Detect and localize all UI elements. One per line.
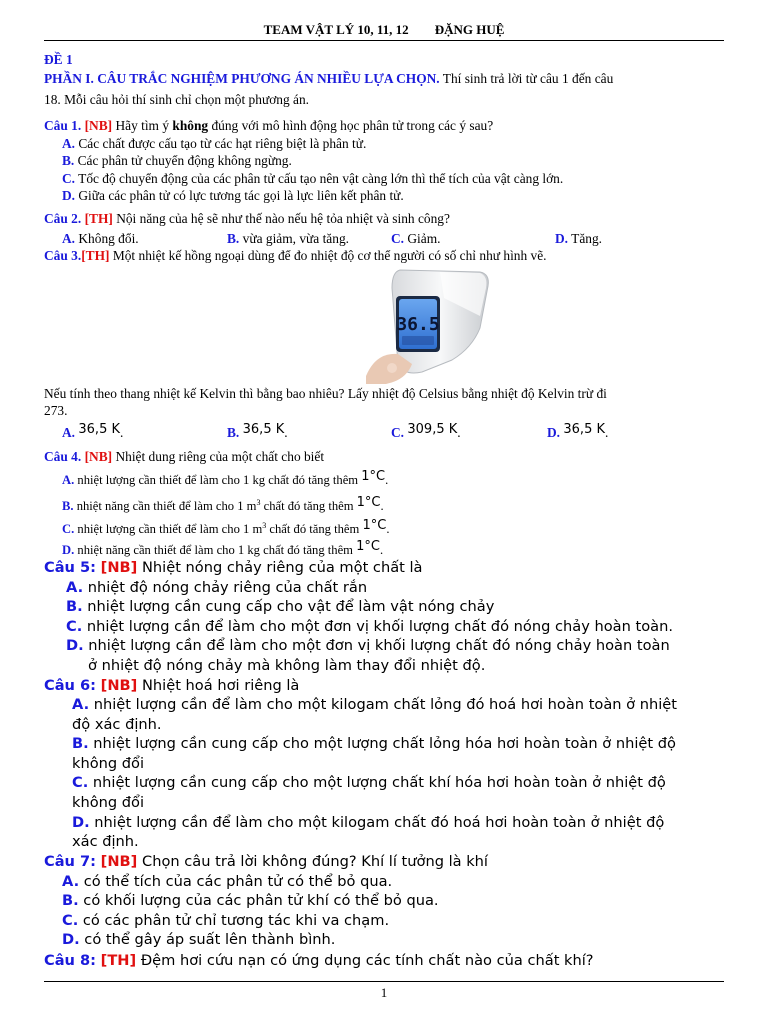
q1-option-b[interactable] xyxy=(62,152,292,169)
q4-option-b-key: B. xyxy=(62,499,74,514)
q3-option-d-key: D. xyxy=(547,425,561,440)
q7-option-c[interactable] xyxy=(62,911,389,931)
q4-option-c[interactable] xyxy=(62,516,389,540)
q4-option-c-sup: 3 xyxy=(262,521,267,530)
q1-option-a-text: Các chất được cấu tạo từ các hạt riêng biệt là phân tử. xyxy=(75,136,367,151)
q2-option-c[interactable] xyxy=(391,230,440,247)
q4-option-c-math: 1°C xyxy=(362,518,387,534)
q4-option-b-text-b: chất đó tăng thêm xyxy=(260,499,357,514)
q8-tag: [TH] xyxy=(100,952,137,969)
q1-text-bold: không xyxy=(172,118,209,133)
q2-option-d-key: D. xyxy=(555,231,569,246)
header-rule xyxy=(44,40,724,41)
q1-text-b: đúng với mô hình động học phân tử trong các ý sau? xyxy=(208,118,494,133)
part-instruction-b: 18. Mỗi câu hỏi thí sinh chỉ chọn một phương án. xyxy=(44,92,310,107)
q4-option-b-math: 1°C xyxy=(356,495,381,511)
q3-option-d[interactable] xyxy=(547,424,608,442)
q5-option-c[interactable] xyxy=(66,617,673,637)
q5-option-d-cont: ở nhiệt độ nóng chảy mà không làm thay đổi nhiệt độ. xyxy=(88,657,486,674)
q5-label: Câu 5: xyxy=(44,559,97,576)
q4-option-c-text-b: chất đó tăng thêm xyxy=(266,522,363,537)
page-number: 1 xyxy=(380,985,388,1000)
part-heading xyxy=(44,70,724,87)
q7-tag: [NB] xyxy=(100,853,138,870)
q2-option-a-text: Không đổi. xyxy=(75,231,139,246)
part-instruction-a: Thí sinh trả lời từ câu 1 đến câu xyxy=(439,71,614,86)
question-5 xyxy=(44,558,423,578)
q3-after-b: 273. xyxy=(44,403,68,418)
q5-option-c-key: C. xyxy=(66,618,83,635)
q2-option-d-text: Tăng. xyxy=(568,231,602,246)
q3-tag: [TH] xyxy=(81,248,110,263)
q3-option-a-value: 36,5 K xyxy=(78,422,120,437)
q6-option-d[interactable] xyxy=(72,813,664,833)
q6-option-c-text-a: nhiệt lượng cần cung cấp cho một lượng chất khí hóa hơi hoàn toàn ở nhiệt độ xyxy=(88,774,666,791)
q2-label: Câu 2. xyxy=(44,211,82,226)
q5-tag: [NB] xyxy=(100,559,138,576)
q3-option-c-key: C. xyxy=(391,425,405,440)
q3-option-c-value: 309,5 K xyxy=(407,422,458,437)
q2-option-a-key: A. xyxy=(62,231,76,246)
q4-option-b-text-a: nhiệt năng cần thiết để làm cho 1 m xyxy=(73,499,257,514)
q4-option-b-end: . xyxy=(380,499,384,514)
q7-option-b[interactable] xyxy=(62,891,439,911)
q3-option-b-value: 36,5 K xyxy=(242,422,285,437)
q8-label: Câu 8: xyxy=(44,952,97,969)
header-team: TEAM VẬT LÝ 10, 11, 12 xyxy=(263,22,409,37)
q4-text: Nhiệt dung riêng của một chất cho biết xyxy=(112,449,325,464)
q5-option-a[interactable] xyxy=(66,578,367,598)
q6-option-b-cont: không đổi xyxy=(72,755,145,772)
q5-option-d-text-a: nhiệt lượng cần để làm cho một đơn vị khối lượng chất đó nóng chảy hoàn toàn xyxy=(83,637,670,654)
q6-option-a-cont: độ xác định. xyxy=(72,716,162,733)
q4-option-a-math: 1°C xyxy=(361,469,386,484)
q6-option-b[interactable] xyxy=(72,734,676,754)
q7-text: Chọn câu trả lời không đúng? Khí lí tưởng là khí xyxy=(137,853,488,870)
q1-option-b-text: Các phân tử chuyển động không ngừng. xyxy=(74,153,292,168)
q5-option-b-key: B. xyxy=(66,598,83,615)
q3-option-d-value: 36,5 K xyxy=(563,422,605,437)
q6-option-b-key: B. xyxy=(72,735,89,752)
q3-label: Câu 3. xyxy=(44,248,82,263)
q7-option-c-text: có các phân tử chỉ tương tác khi va chạm. xyxy=(78,912,390,929)
q5-option-b[interactable] xyxy=(66,597,494,617)
footer-rule xyxy=(44,981,724,982)
q5-option-b-text: nhiệt lượng cần cung cấp cho vật để làm vật nóng chảy xyxy=(82,598,495,615)
q3-option-a-key: A. xyxy=(62,425,76,440)
q3-option-b[interactable] xyxy=(227,424,288,442)
q5-option-c-text: nhiệt lượng cần để làm cho một đơn vị khối lượng chất đó nóng chảy hoàn toàn. xyxy=(82,618,673,635)
q5-option-d-key: D. xyxy=(66,637,84,654)
infrared-thermometer-image xyxy=(352,268,492,386)
q4-option-c-text-a: nhiệt lượng cần thiết để làm cho 1 m xyxy=(74,522,263,537)
q6-option-c-key: C. xyxy=(72,774,89,791)
question-4 xyxy=(44,448,324,465)
q2-text: Nội năng của hệ sẽ như thế nào nếu hệ tỏa nhiệt và sinh công? xyxy=(112,211,450,226)
q3-option-a[interactable] xyxy=(62,424,123,442)
q7-label: Câu 7: xyxy=(44,853,97,870)
q6-option-c[interactable] xyxy=(72,773,666,793)
question-2 xyxy=(44,210,450,227)
q7-option-d[interactable] xyxy=(62,930,335,950)
q6-label: Câu 6: xyxy=(44,677,97,694)
q6-option-b-text-a: nhiệt lượng cần cung cấp cho một lượng chất lỏng hóa hơi hoàn toàn ở nhiệt độ xyxy=(88,735,676,752)
q7-option-b-key: B. xyxy=(62,892,79,909)
q1-text-a: Hãy tìm ý xyxy=(112,118,173,133)
q6-option-a-key: A. xyxy=(72,696,90,713)
q7-option-a-key: A. xyxy=(62,873,80,890)
q6-option-a-text-a: nhiệt lượng cần để làm cho một kilogam chất lỏng đó hoá hơi hoàn toàn ở nhiệt xyxy=(89,696,677,713)
header-author: ĐẶNG HUỆ xyxy=(434,22,505,37)
q2-option-c-text: Giảm. xyxy=(404,231,441,246)
part-title: PHẦN I. CÂU TRẮC NGHIỆM PHƯƠNG ÁN NHIỀU LỰA CHỌN. xyxy=(44,71,440,86)
q7-option-b-text: có khối lượng của các phân tử khí có thể bỏ qua. xyxy=(78,892,439,909)
q3-after-a: Nếu tính theo thang nhiệt kế Kelvin thì bằng bao nhiêu? Lấy nhiệt độ Celsius bằng nhiệt độ Kelvin trừ đi xyxy=(44,386,607,401)
q1-option-c[interactable] xyxy=(62,170,563,187)
exam-title: ĐỀ 1 xyxy=(44,52,73,67)
q1-tag: [NB] xyxy=(84,118,113,133)
q7-option-c-key: C. xyxy=(62,912,79,929)
q4-tag: [NB] xyxy=(84,449,113,464)
q2-option-b-key: B. xyxy=(227,231,240,246)
q1-option-d-key: D. xyxy=(62,188,76,203)
q6-option-a[interactable] xyxy=(72,695,677,715)
q6-tag: [NB] xyxy=(100,677,138,694)
q6-option-d-key: D. xyxy=(72,814,90,831)
q4-option-c-end: . xyxy=(386,522,390,537)
question-1 xyxy=(44,117,493,134)
q2-option-d[interactable] xyxy=(555,230,602,247)
q4-option-d-key: D. xyxy=(62,543,75,557)
q4-option-d-math: 1°C xyxy=(356,539,380,554)
q2-tag: [TH] xyxy=(84,211,113,226)
q1-option-a-key: A. xyxy=(62,136,76,151)
q3-option-b-end: . xyxy=(284,425,288,440)
q5-option-a-text: nhiệt độ nóng chảy riêng của chất rắn xyxy=(83,579,368,596)
q7-option-a[interactable] xyxy=(62,872,392,892)
q4-option-b[interactable] xyxy=(62,493,384,517)
question-6 xyxy=(44,676,299,696)
question-3 xyxy=(44,247,547,264)
q8-text: Đệm hơi cứu nạn có ứng dụng các tính chất nào của chất khí? xyxy=(136,952,594,969)
q6-option-c-cont: không đổi xyxy=(72,794,145,811)
q4-option-a-key: A. xyxy=(62,473,75,487)
q5-text: Nhiệt nóng chảy riêng của một chất là xyxy=(137,559,423,576)
q1-option-a[interactable] xyxy=(62,135,366,152)
q3-option-a-end: . xyxy=(120,425,124,440)
question-8 xyxy=(44,951,594,971)
q3-option-b-key: B. xyxy=(227,425,240,440)
q4-option-a[interactable] xyxy=(62,470,388,491)
q7-option-a-text: có thể tích của các phân tử có thể bỏ qua. xyxy=(79,873,393,890)
q1-option-d-text: Giữa các phân tử có lực tương tác gọi là lực liên kết phân tử. xyxy=(75,188,404,203)
q3-option-c[interactable] xyxy=(391,424,461,442)
q4-label: Câu 4. xyxy=(44,449,82,464)
q2-option-b[interactable] xyxy=(227,230,349,247)
thermometer-reading: 36.5 xyxy=(396,314,440,335)
q1-option-c-text: Tốc độ chuyển động của các phân tử cấu tạo nên vật càng lớn thì thể tích của vật càng lớn. xyxy=(75,171,564,186)
q7-option-d-text: có thể gây áp suất lên thành bình. xyxy=(79,931,336,948)
q4-option-d-end: . xyxy=(380,543,384,557)
q4-option-b-sup: 3 xyxy=(256,498,261,507)
q1-option-b-key: B. xyxy=(62,153,75,168)
q6-text: Nhiệt hoá hơi riêng là xyxy=(137,677,300,694)
q3-option-c-end: . xyxy=(457,425,461,440)
q1-option-c-key: C. xyxy=(62,171,76,186)
q6-option-d-cont: xác định. xyxy=(72,833,139,850)
q2-option-a[interactable] xyxy=(62,230,139,247)
page-header xyxy=(44,22,724,38)
q5-option-a-key: A. xyxy=(66,579,84,596)
q4-option-d-text: nhiệt năng cần thiết để làm cho 1 kg chất đó tăng thêm xyxy=(74,543,357,557)
q1-option-d[interactable] xyxy=(62,187,404,204)
q4-option-a-end: . xyxy=(385,473,389,487)
q4-option-c-key: C. xyxy=(62,522,75,537)
q5-option-d[interactable] xyxy=(66,636,670,656)
q2-option-b-text: vừa giảm, vừa tăng. xyxy=(239,231,349,246)
question-7 xyxy=(44,852,488,872)
q3-option-d-end: . xyxy=(605,425,609,440)
q7-option-d-key: D. xyxy=(62,931,80,948)
q4-option-a-text: nhiệt lượng cần thiết để làm cho 1 kg chất đó tăng thêm xyxy=(74,473,362,487)
q6-option-d-text-a: nhiệt lượng cần để làm cho một kilogam chất đó hoá hơi hoàn toàn ở nhiệt độ xyxy=(89,814,665,831)
page xyxy=(44,0,724,1024)
q1-label: Câu 1. xyxy=(44,118,82,133)
q2-option-c-key: C. xyxy=(391,231,405,246)
q3-text: Một nhiệt kế hồng ngoại dùng để đo nhiệt độ cơ thể người có số chỉ như hình vẽ. xyxy=(109,248,547,263)
